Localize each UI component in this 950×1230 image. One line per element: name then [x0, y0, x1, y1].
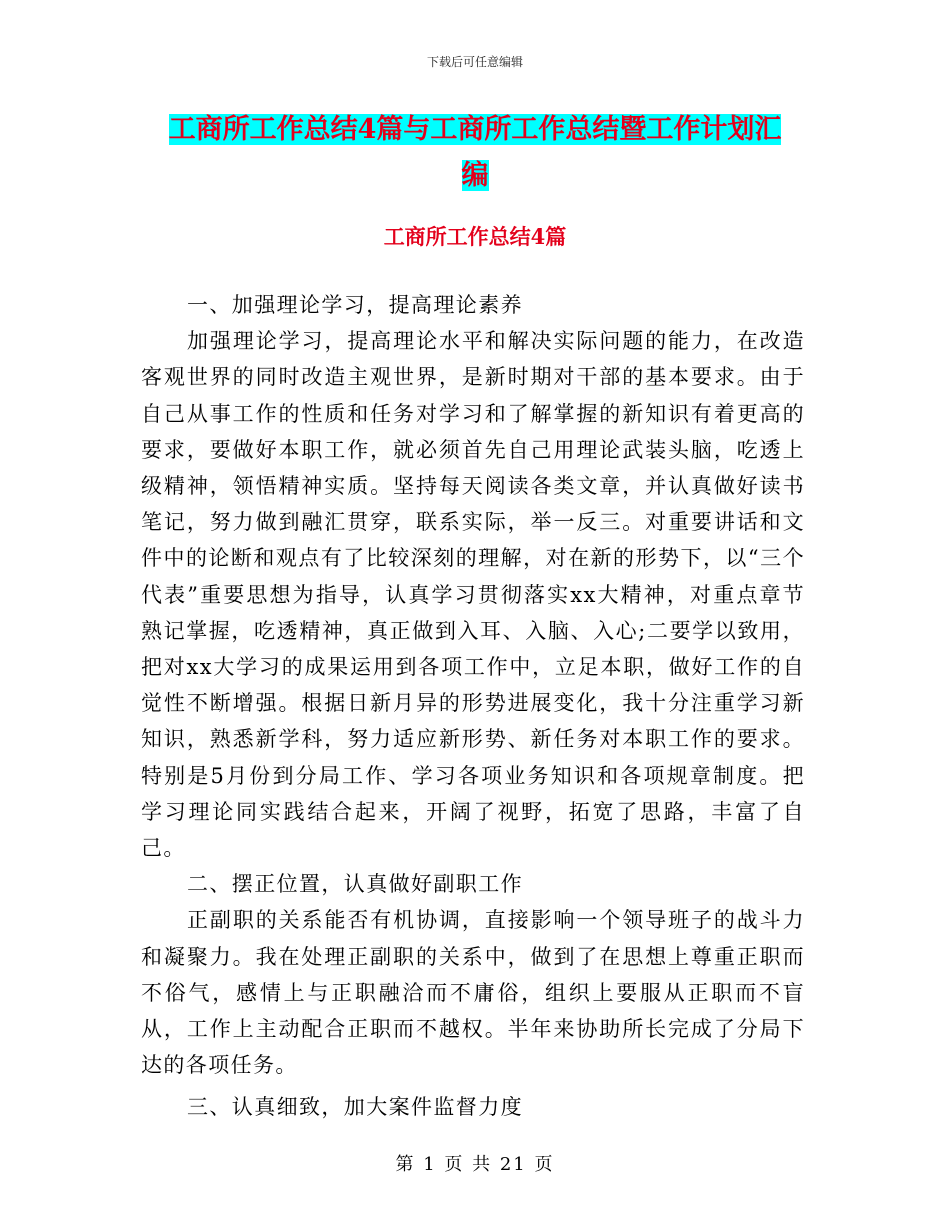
subheading-3: 三、认真细致，加大案件监督力度 [187, 1095, 523, 1120]
document-title-line-2: 编 [461, 160, 489, 191]
document-title-line-1: 工商所工作总结4篇与工商所工作总结暨工作计划汇 [168, 114, 782, 145]
section-title: 工商所工作总结4篇 [383, 224, 567, 249]
subheading-1: 一、加强理论学习，提高理论素养 [187, 293, 523, 317]
header-note: 下载后可任意编辑 [426, 55, 523, 69]
subheading-2: 二、摆正位置，认真做好副职工作 [187, 872, 523, 897]
page-footer: 第 1 页 共 21 页 [395, 1154, 555, 1175]
document-title [0, 107, 950, 199]
paragraph-1: 加强理论学习，提高理论水平和解决实际问题的能力，在改造客观世界的同时改造主观世界，是新时期对干部的基本要求。由于自己从事工作的性质和任务对学习和了解掌握的新知识有着更高的要求，要做好本职工作，就必须首先自己用理论武装头脑，吃透上级精神，领悟精神实质。坚持每天阅读各类文章，并认真做好读书笔记，努力做到融汇贯穿，联系实际，举一反三。对重要讲话和文件中的论断和观点有了比较深刻的理解，对在新的形势下，以“三个代表”重要思想为指导，认真学习贯彻落实xx大精神，对重点章节熟记掌握，吃透精神，真正做到入耳、入脑、入心;二要学以致用，把对xx大学习的成果运用到各项工作中，立足本职，做好工作的自觉性不断增强。根据日新月异的形势进展变化，我十分注重学习新知识，熟悉新学科，努力适应新形势、新任务对本职工作的要求。特别是5月份到分局工作、学习各项业务知识和各项规章制度。把学习理论同实践结合起来，开阔了视野，拓宽了思路，丰富了自己。 [141, 329, 805, 861]
document-body [141, 287, 805, 1126]
paragraph-2: 正副职的关系能否有机协调，直接影响一个领导班子的战斗力和凝聚力。我在处理正副职的关系中，做到了在思想上尊重正职而不俗气，感情上与正职融洽而不庸俗，组织上要服从正职而不盲从，工作上主动配合正职而不越权。半年来协助所长完成了分局下达的各项任务。 [141, 908, 805, 1078]
